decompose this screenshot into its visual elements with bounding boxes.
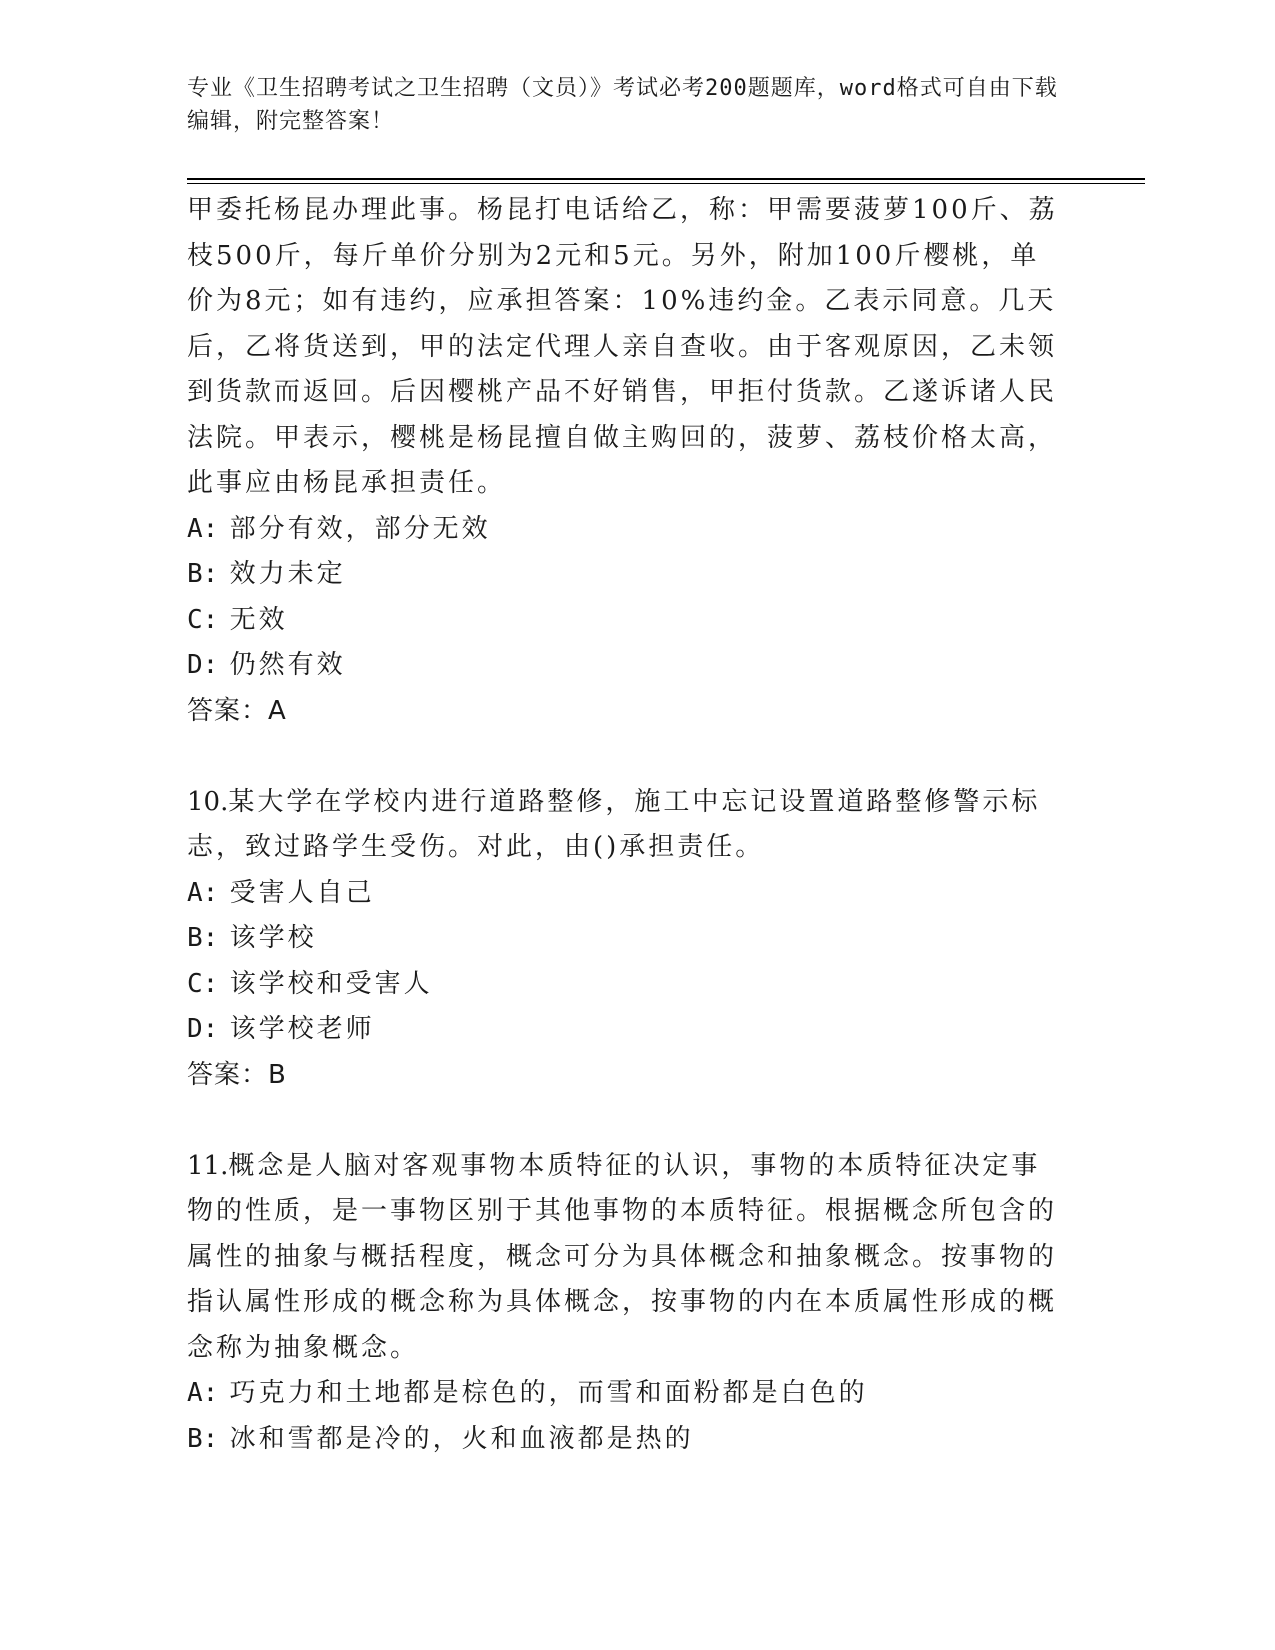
option-b: B: 该学校: [187, 923, 317, 953]
spacer: [187, 734, 1067, 780]
question-stem: 10.某大学在学校内进行道路整修，施工中忘记设置道路整修警示标志，致过路学生受伤。对此，由()承担责任。: [187, 786, 1041, 862]
question-10: [187, 780, 1067, 1099]
question-9: [187, 188, 1067, 734]
question-number: 11.: [187, 1150, 229, 1181]
option-a: A: 巧克力和土地都是棕色的，而雪和面粉都是白色的: [187, 1378, 868, 1408]
option-b: B: 冰和雪都是冷的，火和血液都是热的: [187, 1423, 694, 1454]
question-stem: 11.概念是人脑对客观事物本质特征的认识，事物的本质特征决定事物的性质，是一事物区别于其他事物的本质特征。根据概念所包含的属性的抽象与概括程度，概念可分为具体概念和抽象概念。按事物的指认属性形成的概念称为具体概念，按事物的内在本质属性形成的概念称为抽象概念。: [187, 1150, 1058, 1363]
document-header: [187, 72, 1067, 138]
header-title: 专业《卫生招聘考试之卫生招聘（文员）》考试必考200题题库，word格式可自由下载编辑，附完整答案！: [187, 76, 1058, 134]
answer-line: 答案：A: [187, 695, 287, 726]
option-d: D: 仍然有效: [187, 650, 346, 680]
spacer: [187, 1098, 1067, 1144]
option-c: C: 无效: [187, 604, 288, 635]
header-divider: [187, 178, 1145, 180]
header-divider-thin: [187, 183, 1145, 184]
option-a: A: 受害人自己: [187, 877, 375, 908]
option-b: B: 效力未定: [187, 559, 346, 589]
question-11: [187, 1144, 1067, 1463]
answer-line: 答案：B: [187, 1059, 287, 1090]
question-number: 10.: [187, 786, 229, 817]
option-c: C: 该学校和受害人: [187, 968, 433, 999]
option-d: D: 该学校老师: [187, 1014, 375, 1044]
option-a: A: 部分有效，部分无效: [187, 513, 491, 544]
question-content: [187, 188, 1067, 1462]
question-stem: 甲委托杨昆办理此事。杨昆打电话给乙，称：甲需要菠萝100斤、荔枝500斤，每斤单价分别为2元和5元。另外，附加100斤樱桃，单价为8元；如有违约，应承担答案：10%违约金。乙表示同意。几天后，乙将货送到，甲的法定代理人亲自查收。由于客观原因，乙未领到货款而返回。后因樱桃产品不好销售，甲拒付货款。乙遂诉诸人民法院。甲表示，樱桃是杨昆擅自做主购回的，菠萝、荔枝价格太高，此事应由杨昆承担责任。: [187, 195, 1058, 498]
